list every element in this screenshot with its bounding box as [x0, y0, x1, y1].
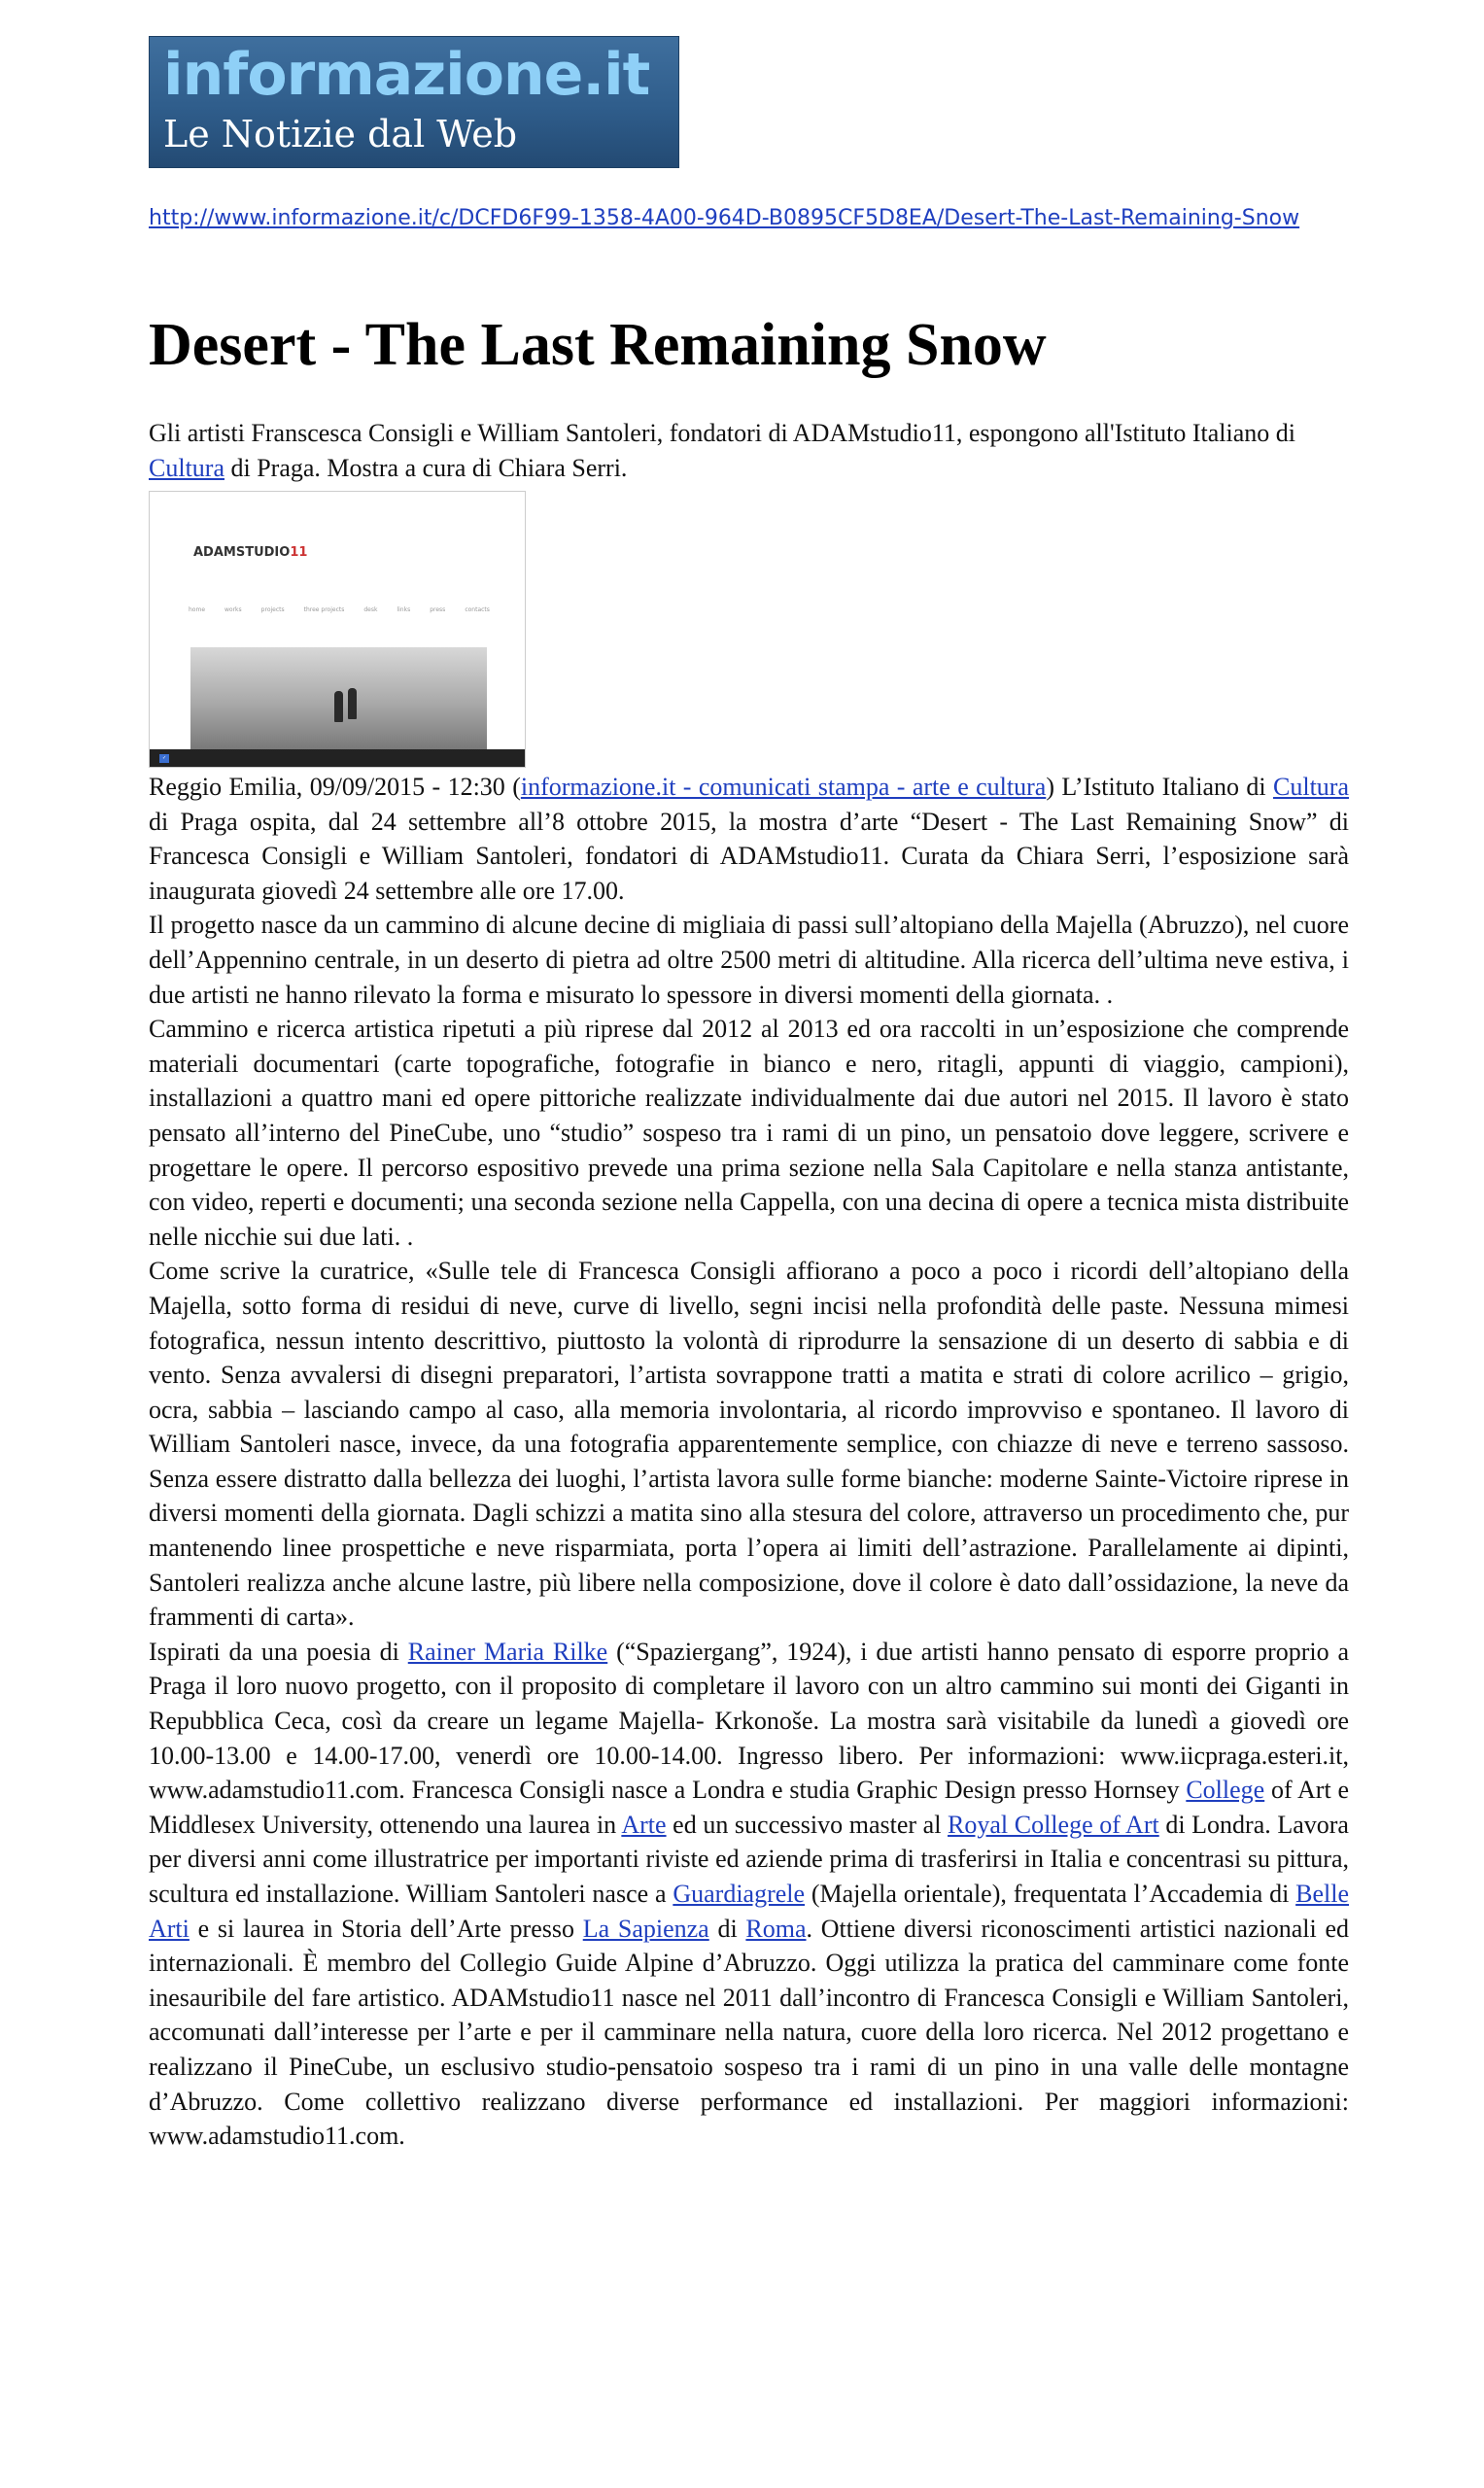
- p5-text-d: ed un successivo master al: [666, 1810, 949, 1839]
- source-url-link[interactable]: http://www.informazione.it/c/DCFD6F99-1358-4A00-964D-B0895CF5D8EA/Desert-The-Last-Remaining-Snow: [149, 206, 1300, 230]
- p5-text-j: . Ottiene diversi riconoscimenti artistici nazionali ed internazionali. È membro del Collegio Guide Alpine d’Abruzzo. Oggi utilizza la pratica del camminare come fonte inesauribile del fare artistico. ADAMstudio11 nasce nel 2011 dall’incontro di Francesca Consigli e William Santoleri, accomunati dall’interesse per l’arte e per il camminare nella natura, cuore della loro ricerca. Nel 2012 progettano e realizzano il PineCube, un esclusivo studio-pensatoio sospeso tra i rami di un pino in una valle delle montagne d’Abruzzo. Come collettivo realizzano diverse performance ed installazioni. Per maggiori informazioni: www.adamstudio11.com.: [149, 1914, 1349, 2151]
- image-nav-item: press: [430, 606, 446, 613]
- p5-text-e: di Londra. Lavora per diversi anni come illustratrice per importanti riviste ed aziende prima di trasferirsi in Italia e concentrasi su pittura, scultura ed installazione. William Santoleri nasce a: [149, 1810, 1349, 1908]
- image-site-logo: [193, 545, 307, 560]
- site-logo[interactable]: [149, 36, 679, 168]
- person-figure: [348, 688, 357, 719]
- arti-link[interactable]: Arti: [149, 1914, 190, 1943]
- p5-text-h: e si laurea in Storia dell’Arte presso: [189, 1914, 583, 1943]
- la-sapienza-link[interactable]: La Sapienza: [582, 1914, 709, 1943]
- p1-text-c: di Praga ospita, dal 24 settembre all’8 ottobre 2015, la mostra d’arte “Desert - The Last Remaining Snow” di Francesca Consigli e William Santoleri, fondatori di ADAMstudio11. Curata da Chiara Serri, l’esposizione sarà inaugurata giovedì 24 settembre alle ore 17.00.: [149, 807, 1349, 905]
- p5-text-f: (Majella orientale), frequentata l’Accademia di: [805, 1880, 1296, 1908]
- image-hero-photo: [190, 647, 487, 759]
- lead-cultura-link[interactable]: Cultura: [149, 454, 224, 482]
- image-logo-main: ADAMSTUDIO: [193, 545, 291, 560]
- p5-text-c: of Art e Middlesex University, ottenendo una laurea in: [149, 1776, 1350, 1839]
- article-paragraph: Cammino e ricerca artistica ripetuti a più riprese dal 2012 al 2013 ed ora raccolti in un’esposizione che comprende materiali documentari (carte topografiche, fotografie in bianco e nero, ritagli, appunti di viaggio, campioni), installazioni a quattro mani ed opere pittoriche realizzate individualmente dai due autori nel 2015. Il lavoro è stato pensato all’interno del PineCube, uno “studio” sospeso tra i rami di un pino, un pensatoio dove leggere, scrivere e progettare le opere. Il percorso espositivo prevede una prima sezione nella Sala Capitolare e nella stanza antistante, con video, reperti e documenti; una seconda sezione nella Cappella, con una decina di opere a tecnica mista distribuite nelle nicchie sui due lati. .: [149, 1015, 1349, 1251]
- lead-text-2: di Praga. Mostra a cura di Chiara Serri.: [224, 454, 628, 482]
- image-nav: [189, 606, 490, 613]
- image-nav-item: links: [397, 606, 411, 613]
- p5-text-i: di: [708, 1914, 746, 1943]
- article-paragraph: Come scrive la curatrice, «Sulle tele di Francesca Consigli affiorano a poco a poco i ricordi dell’altopiano della Majella, sotto forma di residui di neve, curve di livello, segni incisi nella profondità delle paste. Nessuna mimesi fotografica, nessun intento descrittivo, piuttosto la volontà di riprodurre la sensazione di un deserto di sabbia e di vento. Senza avvalersi di disegni preparatori, l’artista sovrappone tratti a matita e strati di colore acrilico – grigio, ocra, sabbia – lasciando campo al caso, alla memoria involontaria, al ricordo improvviso e spontaneo. Il lavoro di William Santoleri nasce, invece, da una fotografia apparentemente semplice, con chiazze di neve e terreno sassoso. Senza essere distratto dalla bellezza dei luoghi, l’artista lavora sulle forme bianche: moderne Sainte-Victoire riprese in diversi momenti della giornata. Dagli schizzi a matita sino alla stesura del colore, attraverso un procedimento che, pur mantenendo linee prospettiche e neve risparmiata, porta l’opera ai limiti dell’astrazione. Parallelamente ai dipinti, Santoleri realizza anche alcune lastre, più libere nella composizione, dove il colore è dato dall’ossidazione, la neve da frammenti di carta».: [149, 1257, 1349, 1632]
- college-link[interactable]: College: [1186, 1776, 1265, 1805]
- rilke-link[interactable]: Rainer Maria Rilke: [407, 1637, 608, 1666]
- person-figure: [334, 691, 343, 722]
- image-logo-accent: 11: [290, 545, 308, 560]
- cultura-link[interactable]: Cultura: [1273, 773, 1349, 801]
- p1-text-b: ) L’Istituto Italiano di: [1046, 773, 1273, 801]
- p1-text-a: Reggio Emilia, 09/09/2015 - 12:30 (: [149, 773, 521, 801]
- logo-tagline: Le Notizie dal Web: [163, 113, 518, 156]
- guardiagrele-link[interactable]: Guardiagrele: [673, 1880, 806, 1908]
- category-link[interactable]: informazione.it - comunicati stampa - arte e cultura: [520, 773, 1047, 801]
- image-nav-item: contacts: [465, 606, 490, 613]
- image-nav-item: desk: [363, 606, 378, 613]
- article-paragraph: Il progetto nasce da un cammino di alcune decine di migliaia di passi sull’altopiano della Majella (Abruzzo), nel cuore dell’Appennino centrale, in un deserto di pietra ad oltre 2500 metri di altitudine. Alla ricerca dell’ultima neve estiva, i due artisti ne hanno rilevato la forma e misurato lo spessore in diversi momenti della giornata. .: [149, 911, 1349, 1009]
- article-paragraph: [149, 770, 1349, 908]
- image-nav-item: projects: [260, 606, 285, 613]
- article-lead: [149, 416, 1354, 486]
- image-nav-item: home: [189, 606, 206, 613]
- roma-link[interactable]: Roma: [745, 1914, 807, 1943]
- image-nav-item: works: [224, 606, 242, 613]
- belle-link[interactable]: Belle: [1295, 1880, 1349, 1908]
- article-title: Desert - The Last Remaining Snow: [149, 312, 1047, 378]
- article-paragraph: [149, 1635, 1349, 2154]
- arte-link[interactable]: Arte: [621, 1810, 667, 1839]
- article-image[interactable]: [149, 491, 526, 768]
- image-cookie-ok: ✓: [159, 754, 169, 763]
- royal-college-link[interactable]: Royal College of Art: [948, 1810, 1159, 1839]
- p5-text-a: Ispirati da una poesia di: [149, 1637, 408, 1666]
- article-body: [149, 770, 1349, 2154]
- p5-text-b: (“Spaziergang”, 1924), i due artisti hanno pensato di esporre proprio a Praga il loro nuovo progetto, con il proposito di completare il lavoro con un altro cammino sui monti dei Giganti in Repubblica Ceca, così da creare un legame Majella- Krkonoše. La mostra sarà visitabile da lunedì a giovedì ore 10.00-13.00 e 14.00-17.00, venerdì ore 10.00-14.00. Ingresso libero. Per informazioni: www.iicpraga.esteri.it, www.adamstudio11.com. Francesca Consigli nasce a Londra e studia Graphic Design presso Hornsey: [149, 1637, 1350, 1805]
- image-cookie-banner: [150, 749, 525, 767]
- lead-text-1: Gli artisti Franscesca Consigli e William Santoleri, fondatori di ADAMstudio11, espongono all'Istituto Italiano di: [149, 419, 1295, 447]
- logo-brand: informazione.it: [163, 41, 650, 109]
- image-nav-item: three projects: [303, 606, 345, 613]
